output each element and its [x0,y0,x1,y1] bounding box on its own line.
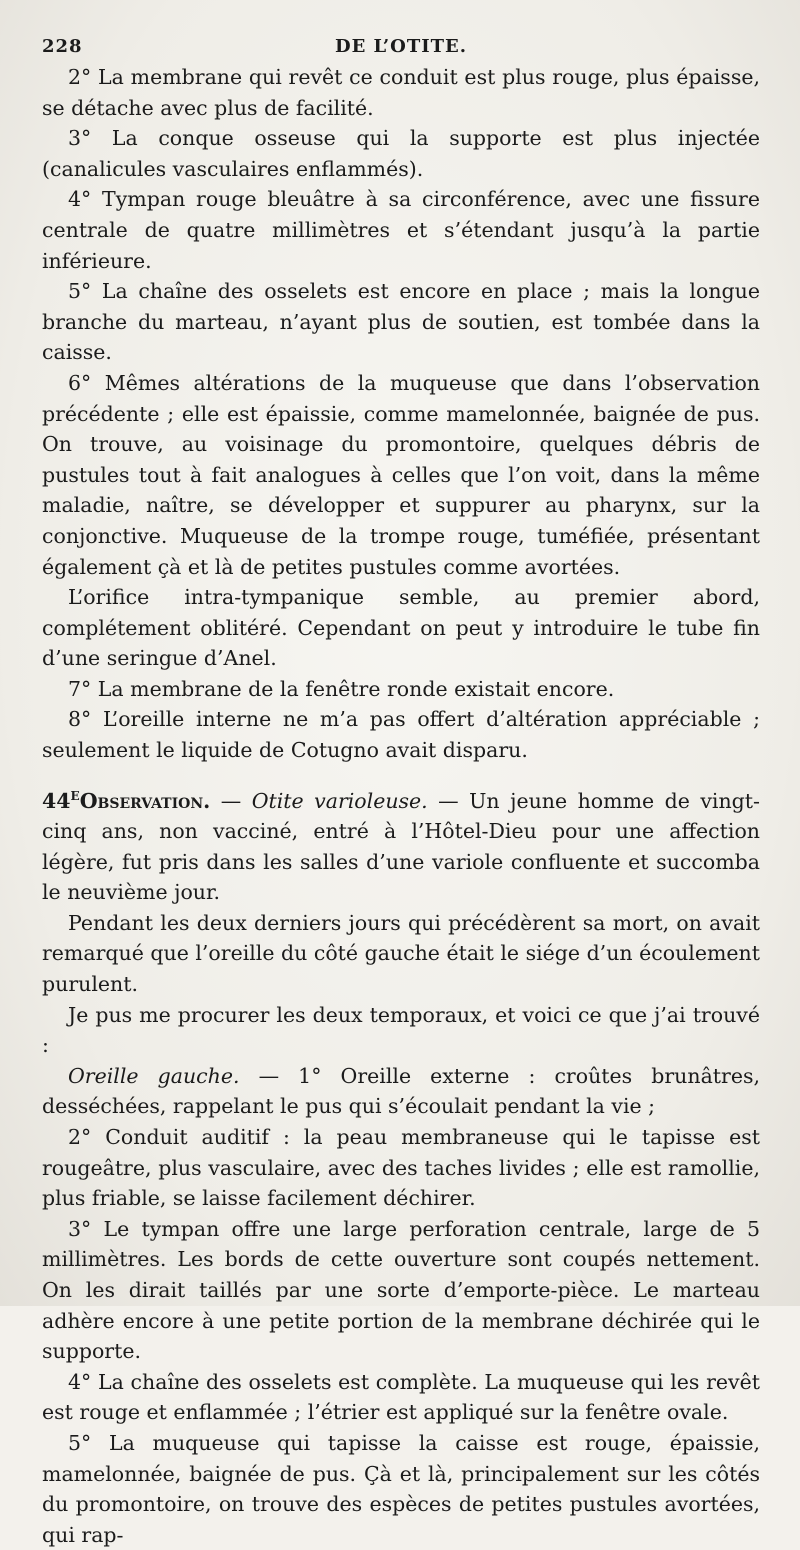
paragraph: 7° La membrane de la fenêtre ronde existait encore. [68,676,615,701]
oreille-text: — 1° Oreille externe : croûtes brunâtres, desséchées, rappelant le pus qui s’écoulait pendant la vie ; [42,1063,761,1119]
observation-text: Un jeune homme de vingt-cinq ans, non vacciné, entré à l’Hôtel-Dieu pour une affection légère, fut pris dans les salles d’une variole confluente et succomba le neuvième jour. [42,788,760,905]
paragraph: 4° La chaîne des osselets est complète. La muqueuse qui les revêt est rouge et enflammée ; l’étrier est appliqué sur la fenêtre ovale. [42,1369,760,1425]
observation-dash: — [210,788,252,813]
paragraph: 3° Le tympan offre une large perforation centrale, large de 5 millimètres. Les bords de cette ouverture sont coupés nettement. On les dirait taillés par une sorte d’emporte-pièce. Le marteau adhère encore à une petite portion de la membrane déchirée qui le supporte. [42,1216,760,1364]
observation-label: Observation. [79,788,211,813]
paragraph: 4° Tympan rouge bleuâtre à sa circonférence, avec une fissure centrale de quatre millimètres et s’étendant jusqu’à la partie inférieure. [42,187,760,273]
observation-dash: — [427,788,470,813]
paragraph: 5° La muqueuse qui tapisse la caisse est rouge, épaissie, mamelonnée, baignée de pus. Çà et là, principalement sur les côtés du promontoire, on trouve des espèces de petites pustules avortées, qui rap- [42,1430,760,1547]
running-title: DE L’OTITE. [334,36,468,57]
paragraph: 6° Mêmes altérations de la muqueuse que dans l’observation précédente ; elle est épaissie, comme mamelonnée, baignée de pus. On trouve, au voisinage du promontoire, quelques débris de pustules tout à fait analogues à celles que l’on voit, dans la même maladie, naître, se développer et suppurer au pharynx, sur la conjonctive. Muqueuse de la trompe rouge, tuméfiée, présentant également çà et là de petites pustules comme avortées. [42,370,760,579]
paragraph: Pendant les deux derniers jours qui précédèrent sa mort, on avait remarqué que l’oreille du côté gauche était le siége d’un écoulement purulent. [42,910,760,997]
oreille-label: Oreille gauche. [68,1063,240,1088]
paragraph: 8° L’oreille interne ne m’a pas offert d’altération appréciable ; seulement le liquide de Cotugno avait disparu. [42,707,760,763]
page-header [42,28,760,62]
paragraph: L’orifice intra-tympanique semble, au premier abord, complétement oblitéré. Cependant on peut y introduire le tube fin d’une seringue d’Anel. [42,585,760,671]
observation-number-suffix: e [70,784,80,805]
paragraph: Je pus me procurer les deux temporaux, et voici ce que j’ai trouvé : [42,1002,760,1058]
paragraph: 2° La membrane qui revêt ce conduit est plus rouge, plus épaisse, se détache avec plus de facilité. [42,65,760,120]
oreille-paragraph [42,1061,760,1122]
observation-number: 44 [42,788,71,813]
paragraph: 5° La chaîne des osselets est encore en place ; mais la longue branche du marteau, n’ayant plus de soutien, est tombée dans la caisse. [42,279,760,365]
observation-subject: Otite varioleuse. [251,788,428,813]
paragraph: 3° La conque osseuse qui la supporte est plus injectée (canalicules vasculaires enflammés). [42,126,760,181]
page-number: 228 [42,36,83,57]
body-text [42,62,760,1550]
paragraph: 2° Conduit auditif : la peau membraneuse qui le tapisse est rougeâtre, plus vasculaire, avec des taches livides ; elle est ramollie, plus friable, se laisse facilement déchirer. [42,1125,760,1211]
observation-paragraph [42,780,760,908]
